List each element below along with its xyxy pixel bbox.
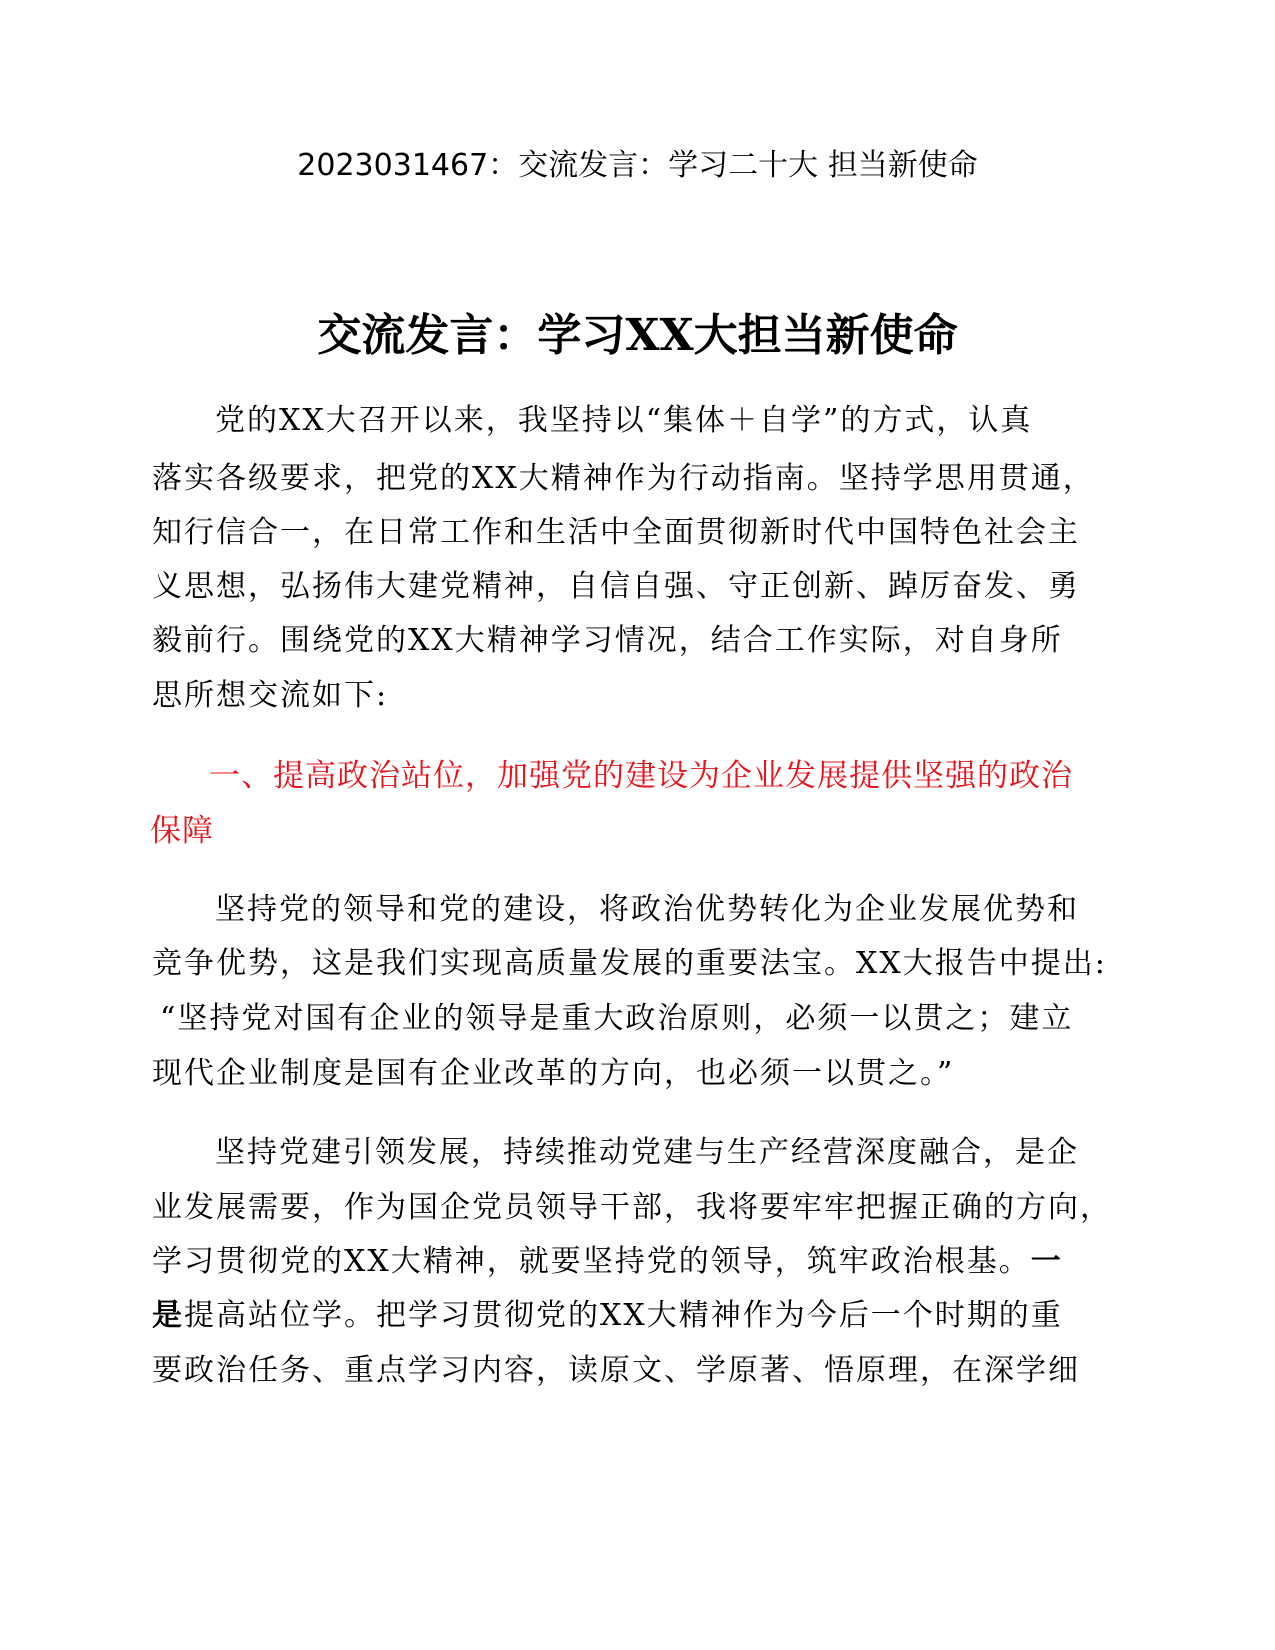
paragraph-text: 提高站位学。把学习贯彻党的XX大精神作为今后一个时期的重 <box>184 1298 1063 1333</box>
paragraph-line: 坚持党的领导和党的建设，将政治优势转化为企业发展优势和 <box>215 892 1079 927</box>
paragraph-line: 坚持党建引领发展，持续推动党建与生产经营深度融合，是企 <box>215 1135 1079 1170</box>
section-heading: 保障 <box>150 813 214 849</box>
paragraph-text: 学习贯彻党的XX大精神，就要坚持党的领导，筑牢政治根基。 <box>152 1244 1031 1279</box>
paragraph-line: 知行信合一，在日常工作和生活中全面贯彻新时代中国特色社会主 <box>152 515 1080 550</box>
paragraph-line: 业发展需要，作为国企党员领导干部，我将要牢牢把握正确的方向， <box>152 1190 1112 1225</box>
bold-marker: 一 <box>1030 1244 1063 1279</box>
bold-marker: 是 <box>152 1298 184 1333</box>
paragraph-line: 竞争优势，这是我们实现高质量发展的重要法宝。XX大报告中提出: <box>152 946 1107 981</box>
section-heading: 一、提高政治站位，加强党的建设为企业发展提供坚强的政治 <box>209 758 1073 794</box>
document-id-header: 2023031467：交流发言：学习二十大 担当新使命 <box>297 148 978 183</box>
paragraph-line <box>152 1242 1063 1282</box>
paragraph-line: 落实各级要求，把党的XX大精神作为行动指南。坚持学思用贯通， <box>152 461 1095 496</box>
paragraph-line: 要政治任务、重点学习内容，读原文、学原著、悟原理，在深学细 <box>152 1353 1080 1388</box>
paragraph-line: 思所想交流如下: <box>152 678 389 713</box>
paragraph-line: 党的XX大召开以来，我坚持以“集体＋自学”的方式，认真 <box>215 403 1033 438</box>
paragraph-line <box>152 1296 1063 1336</box>
paragraph-line: 毅前行。围绕党的XX大精神学习情况，结合工作实际，对自身所 <box>152 623 1063 658</box>
paragraph-line: 义思想，弘扬伟大建党精神，自信自强、守正创新、踔厉奋发、勇 <box>152 569 1080 604</box>
paragraph-line: 现代企业制度是国有企业改革的方向，也必须一以贯之。” <box>152 1056 955 1091</box>
paragraph-line: “坚持党对国有企业的领导是重大政治原则，必须一以贯之；建立 <box>160 1001 1074 1036</box>
document-title: 交流发言：学习XX大担当新使命 <box>317 310 958 361</box>
